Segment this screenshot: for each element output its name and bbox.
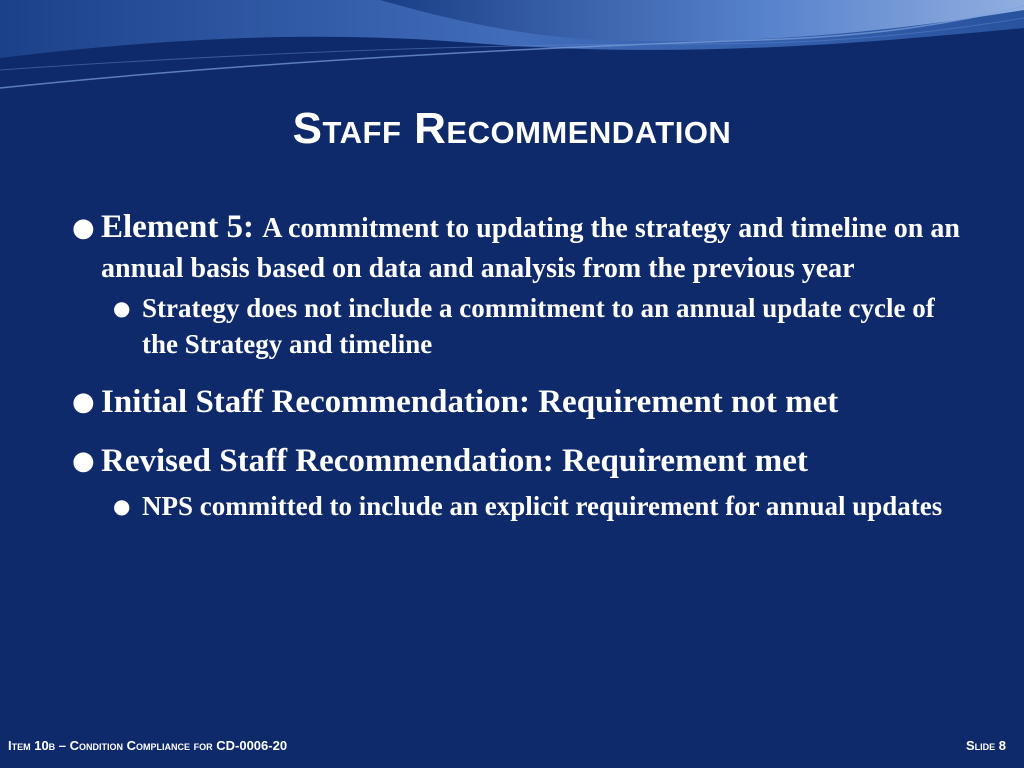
header-swoosh-decoration: [0, 0, 1024, 110]
bullet-lead: Element 5:: [101, 209, 255, 245]
bullet-dot-icon: ●: [113, 296, 131, 320]
slide-title: Staff Recommendation: [292, 104, 732, 153]
bullet-text: Initial Staff Recommendation: Requirement not met: [101, 384, 839, 420]
bullet-item: [72, 382, 972, 423]
slide-number: Slide 8: [965, 738, 1006, 753]
bullet-dot-icon: ●: [72, 213, 95, 243]
footer-item-label: Item 10b – Condition Compliance for CD-0006-20: [8, 738, 288, 753]
sub-bullet-text: NPS committed to include an explicit requirement for annual updates: [142, 491, 943, 521]
sub-bullet-item: [113, 290, 972, 362]
bullet-dot-icon: ●: [72, 446, 95, 476]
sub-bullet-item: [113, 488, 972, 524]
bullet-item: [72, 208, 972, 288]
bullet-text: A commitment to updating the strategy and timeline on an annual basis based on data and analysis from the previous year: [101, 213, 960, 284]
bullet-dot-icon: ●: [113, 494, 131, 518]
sub-bullet-text: Strategy does not include a commitment to an annual update cycle of the Strategy and timeline: [142, 293, 935, 359]
bullet-dot-icon: ●: [72, 387, 95, 417]
bullet-text: Revised Staff Recommendation: Requirement met: [101, 443, 808, 479]
bullet-list: [72, 208, 972, 540]
bullet-item: [72, 441, 972, 482]
